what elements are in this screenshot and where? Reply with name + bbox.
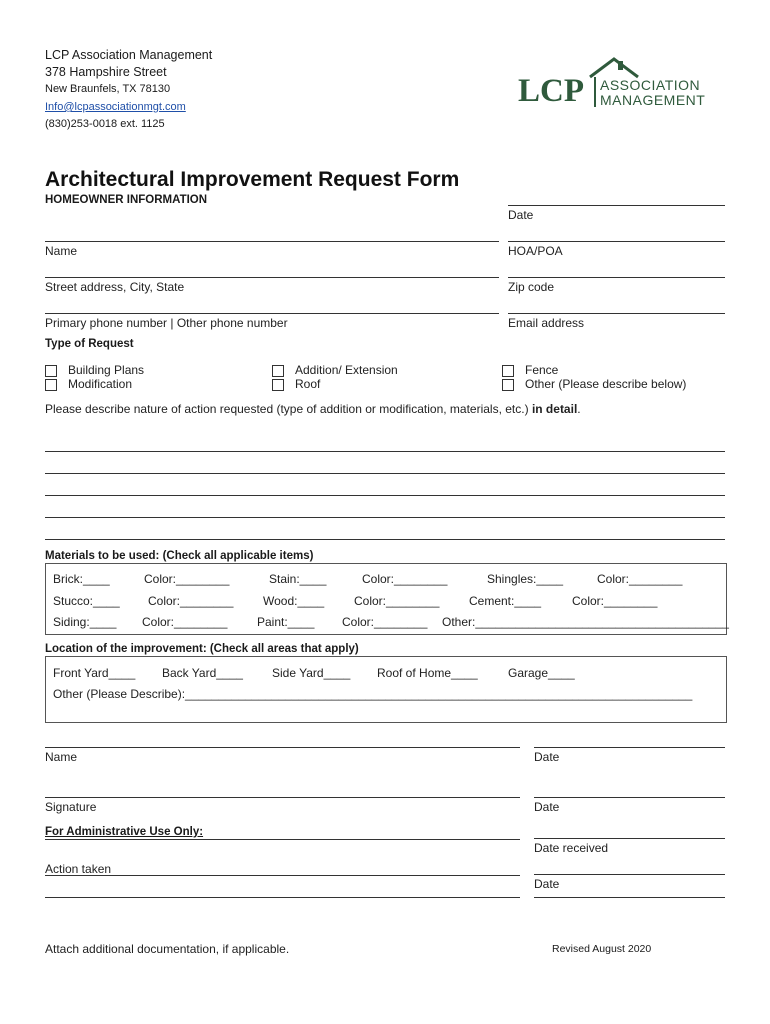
- phone-line[interactable]: [45, 313, 499, 314]
- email-label: Email address: [508, 316, 585, 330]
- building-plans-label: Building Plans: [68, 363, 145, 377]
- zip-label: Zip code: [508, 280, 555, 294]
- siding-color-field[interactable]: Color:________: [142, 615, 228, 629]
- company-phone: (830)253-0018 ext. 1125: [45, 118, 165, 130]
- admin-date-label: Date: [534, 877, 560, 891]
- stucco-color-field[interactable]: Color:________: [148, 594, 234, 608]
- hoa-label: HOA/POA: [508, 244, 563, 258]
- description-line-5[interactable]: [45, 539, 725, 540]
- date-received-line[interactable]: [534, 838, 725, 839]
- shingles-field[interactable]: Shingles:____: [487, 572, 564, 586]
- location-box: [45, 656, 727, 723]
- addition-checkbox[interactable]: [272, 365, 284, 377]
- other-label: Other (Please describe below): [525, 377, 687, 391]
- signer-name-line[interactable]: [45, 747, 520, 748]
- paint-field[interactable]: Paint:____: [257, 615, 315, 629]
- brick-color-field[interactable]: Color:________: [144, 572, 230, 586]
- street-line[interactable]: [45, 277, 499, 278]
- homeowner-heading: HOMEOWNER INFORMATION: [45, 194, 208, 206]
- admin-top-line[interactable]: [45, 839, 520, 840]
- siding-field[interactable]: Siding:____: [53, 615, 117, 629]
- cement-color-field[interactable]: Color:________: [572, 594, 658, 608]
- email-line[interactable]: [508, 313, 725, 314]
- description-line-1[interactable]: [45, 451, 725, 452]
- company-email-link[interactable]: Info@lcpassociationmgt.com: [45, 101, 186, 113]
- modification-label: Modification: [68, 377, 133, 391]
- action-taken-line-2[interactable]: [45, 897, 520, 898]
- admin-date-line[interactable]: [534, 874, 725, 875]
- company-city: New Braunfels, TX 78130: [45, 83, 171, 95]
- other-material-field[interactable]: Other:______________________________________: [442, 615, 729, 629]
- back-yard-field[interactable]: Back Yard____: [162, 666, 243, 680]
- description-line-3[interactable]: [45, 495, 725, 496]
- logo-lcp-text: LCP: [518, 73, 584, 109]
- wood-color-field[interactable]: Color:________: [354, 594, 440, 608]
- cement-field[interactable]: Cement:____: [469, 594, 542, 608]
- signer-date-label: Date: [534, 750, 560, 764]
- action-taken-label: Action taken: [45, 862, 112, 876]
- date-received-label: Date received: [534, 841, 609, 855]
- modification-checkbox[interactable]: [45, 379, 57, 391]
- roof-checkbox[interactable]: [272, 379, 284, 391]
- request-type-heading: Type of Request: [45, 338, 134, 350]
- signer-name-label: Name: [45, 750, 78, 764]
- fence-checkbox[interactable]: [502, 365, 514, 377]
- materials-box: [45, 563, 727, 635]
- logo-association-text: ASSOCIATION: [600, 77, 701, 93]
- street-label: Street address, City, State: [45, 280, 185, 294]
- addition-label: Addition/ Extension: [295, 363, 398, 377]
- brick-field[interactable]: Brick:____: [53, 572, 110, 586]
- fence-label: Fence: [525, 363, 559, 377]
- signer-date-line[interactable]: [534, 747, 725, 748]
- zip-line[interactable]: [508, 277, 725, 278]
- date-line[interactable]: [508, 205, 725, 206]
- signature-date-label: Date: [534, 800, 560, 814]
- description-line-2[interactable]: [45, 473, 725, 474]
- description-line-4[interactable]: [45, 517, 725, 518]
- materials-heading: Materials to be used: (Check all applicable items): [45, 550, 314, 562]
- location-heading: Location of the improvement: (Check all areas that apply): [45, 643, 359, 655]
- wood-field[interactable]: Wood:____: [263, 594, 325, 608]
- paint-color-field[interactable]: Color:________: [342, 615, 428, 629]
- lcp-logo: [512, 55, 722, 115]
- other-location-field[interactable]: Other (Please Describe):____________________________________________________________________________: [53, 687, 693, 701]
- stain-field[interactable]: Stain:____: [269, 572, 327, 586]
- footer-note: Attach additional documentation, if applicable.: [45, 942, 290, 956]
- side-yard-field[interactable]: Side Yard____: [272, 666, 351, 680]
- signature-label: Signature: [45, 800, 97, 814]
- name-label: Name: [45, 244, 78, 258]
- signature-line[interactable]: [45, 797, 520, 798]
- roof-of-home-field[interactable]: Roof of Home____: [377, 666, 478, 680]
- stucco-field[interactable]: Stucco:____: [53, 594, 120, 608]
- building-plans-checkbox[interactable]: [45, 365, 57, 377]
- front-yard-field[interactable]: Front Yard____: [53, 666, 136, 680]
- logo-divider: [594, 77, 596, 107]
- hoa-line[interactable]: [508, 241, 725, 242]
- admin-heading: For Administrative Use Only:: [45, 826, 204, 838]
- company-address: [45, 47, 212, 133]
- date-label: Date: [508, 208, 534, 222]
- name-line[interactable]: [45, 241, 499, 242]
- other-checkbox[interactable]: [502, 379, 514, 391]
- describe-instructions: Please describe nature of action requested (type of addition or modification, materials, etc.) in detail.: [45, 402, 581, 416]
- signature-date-line[interactable]: [534, 797, 725, 798]
- stain-color-field[interactable]: Color:________: [362, 572, 448, 586]
- phone-label: Primary phone number | Other phone number: [45, 316, 288, 330]
- form-title: Architectural Improvement Request Form: [45, 168, 460, 191]
- company-name: LCP Association Management: [45, 48, 213, 62]
- logo-management-text: MANAGEMENT: [600, 92, 706, 108]
- garage-field[interactable]: Garage____: [508, 666, 575, 680]
- revised-date: Revised August 2020: [552, 943, 652, 955]
- roof-label: Roof: [295, 377, 321, 391]
- shingles-color-field[interactable]: Color:________: [597, 572, 683, 586]
- company-street: 378 Hampshire Street: [45, 65, 167, 79]
- admin-date-line-2[interactable]: [534, 897, 725, 898]
- action-taken-line[interactable]: [45, 875, 520, 876]
